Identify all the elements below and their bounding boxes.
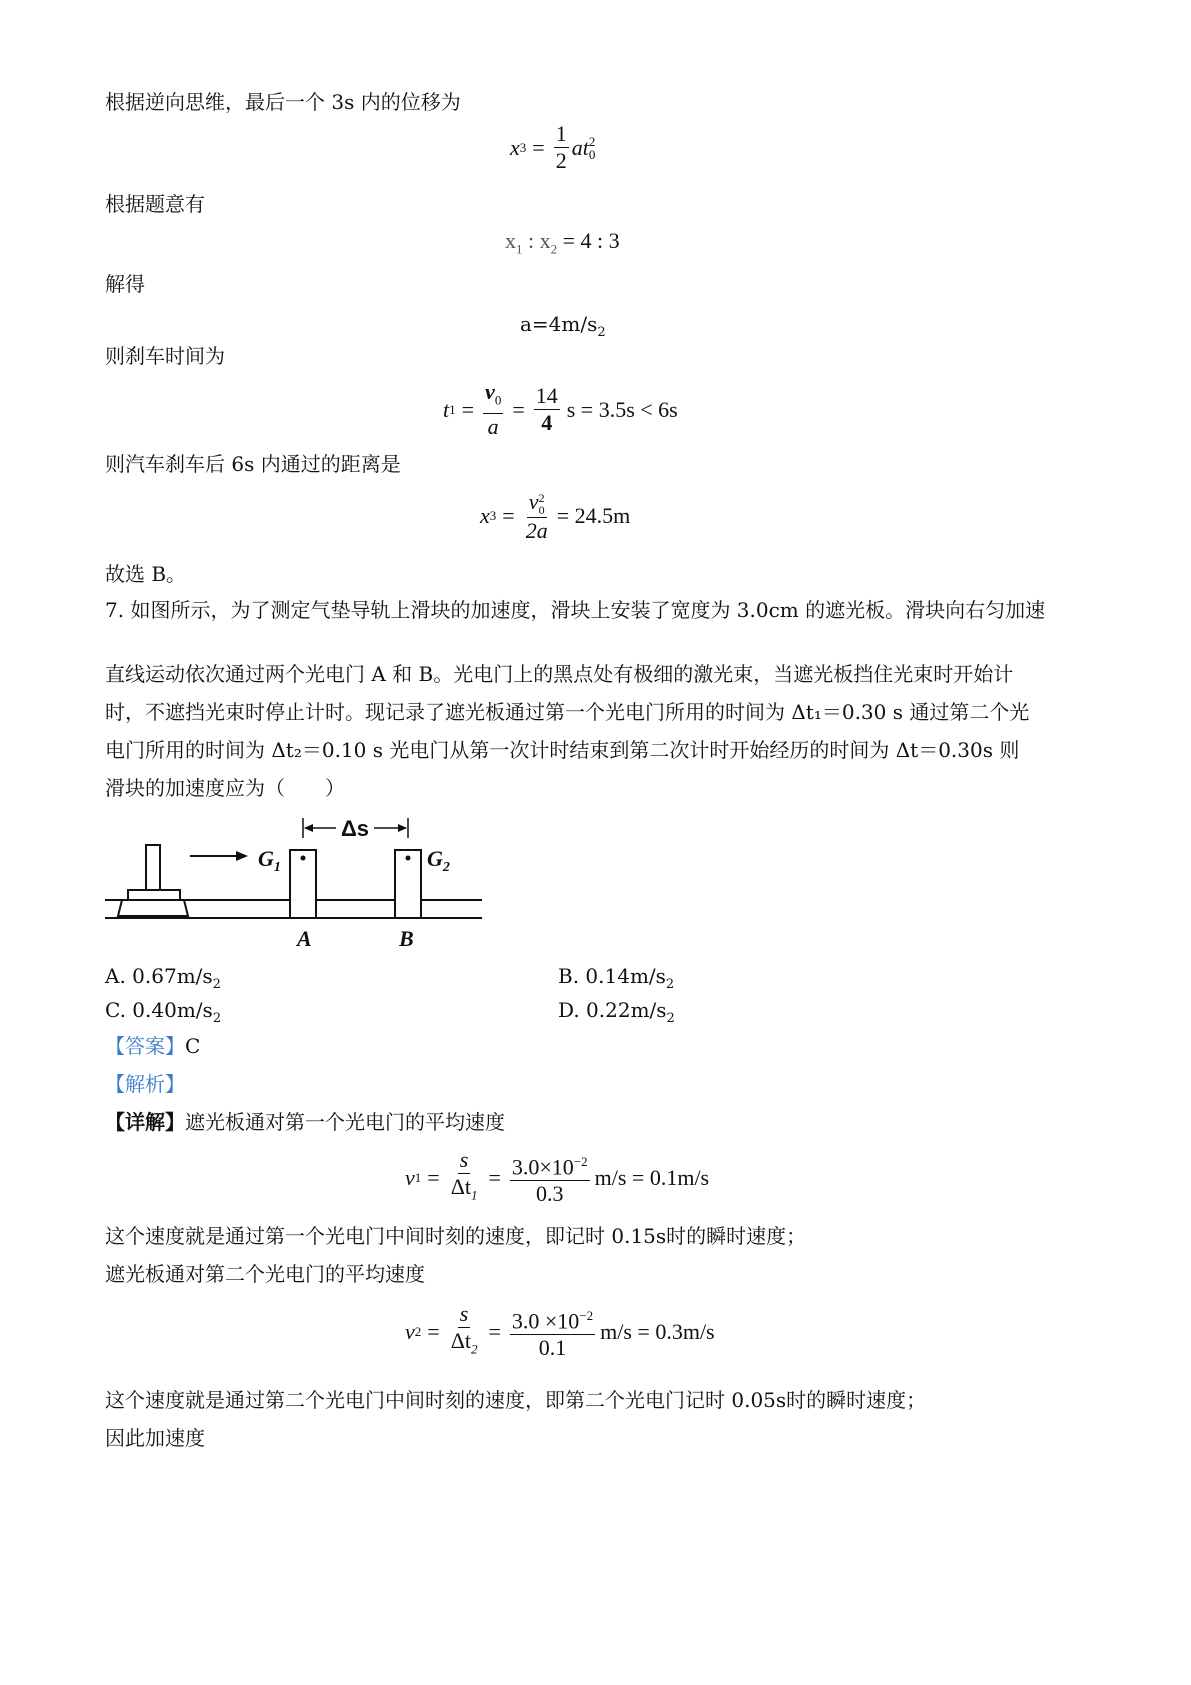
g1-letter: G (258, 846, 274, 871)
numerator (483, 380, 503, 414)
slider-base (118, 900, 188, 916)
equation-v2: v 2 = $\frac{s}{\Delta t_2}$ = $\frac{3.0 \times 10^{-2}}{0.1}$ m/s = 0.3m/s (405, 1301, 715, 1360)
eq-symbol: t (443, 396, 450, 422)
eq-subscript: 3 (489, 508, 497, 524)
answer-label: 【答案】 (105, 1034, 185, 1058)
option-subscript: 2 (666, 1011, 675, 1026)
gate-a-label: A (297, 926, 312, 951)
fraction (483, 380, 503, 439)
denominator: 0.3 (536, 1180, 564, 1206)
denominator (449, 1174, 480, 1207)
option-a (105, 962, 221, 999)
denominator: a (487, 414, 499, 440)
question-line: 滑块的加速度应为（ ） (105, 776, 345, 800)
eq-subscript: 2 (414, 1323, 422, 1339)
denominator: 2a (525, 517, 548, 543)
text-line: 故选 B。 (105, 562, 187, 586)
option-text: D. 0.22m/s (558, 998, 667, 1022)
eq-symbol: v (405, 1164, 415, 1190)
gate-b-label: B (399, 926, 414, 951)
fraction (510, 1304, 595, 1360)
question-line: 7. 如图所示，为了测定气垫导轨上滑块的加速度，滑块上安装了宽度为 3.0cm 的遮光板。滑块向右匀加速 (105, 598, 1046, 622)
numerator: 14 (535, 383, 558, 409)
answer-line (105, 1032, 200, 1060)
eq-subscript: 1 (449, 401, 456, 417)
eq-subscript: 2 (470, 1341, 478, 1357)
text-line: 解得 (105, 272, 145, 296)
denominator (449, 1328, 480, 1361)
option-b (558, 962, 674, 999)
eq-term: Δt (450, 1174, 471, 1199)
laser-dot (406, 856, 411, 861)
fraction (534, 384, 560, 435)
numerator (527, 490, 547, 518)
eq-subscript: 2 (550, 241, 558, 257)
eq-subscript: 0 (494, 392, 502, 408)
eq-term: = 4 : 3 (557, 228, 620, 253)
question-line: 电门所用的时间为 Δt₂＝0.10 s 光电门从第一次计时结束到第二次计时开始经历的时间为 Δt＝0.30s 则 (105, 738, 1020, 762)
equation-brake-time: t 1 = $\frac{v_0}{a}$ = $\frac{14}{4}$ s = 3.5s < 6s (443, 379, 678, 440)
equation-distance: x 3 = v 2 0 2a = 24.5m (480, 489, 631, 543)
text-line: 则汽车刹车后 6s 内通过的距离是 (105, 452, 401, 476)
equation-v1: v 1 = $\frac{s}{\Delta t_1}$ = $\frac{3.0\times 10^{-2}}{0.3}$ m/s = 0.1m/s (405, 1147, 710, 1206)
fraction (554, 122, 569, 173)
bracket-arrowhead-left (304, 824, 313, 832)
eq-symbol: v (405, 1318, 415, 1344)
eq-term: 3.0×10 (511, 1153, 574, 1179)
detail-line: 这个速度就是通过第二个光电门中间时刻的速度，即第二个光电门记时 0.05s时的瞬时速度； (105, 1388, 927, 1412)
eq-term: at (571, 134, 589, 160)
eq-colon: : (522, 228, 540, 253)
slider-body (128, 890, 180, 900)
eq-term: = 24.5m (556, 503, 631, 529)
eq-symbol: x (510, 134, 520, 160)
detail-line: 这个速度就是通过第一个光电门中间时刻的速度，即记时 0.15s时的瞬时速度； (105, 1224, 807, 1248)
g2-subscript: 2 (442, 860, 450, 875)
eq-term: m/s = 0.1m/s (594, 1164, 710, 1190)
numerator (510, 1150, 590, 1181)
eq-subscript: 1 (414, 1169, 422, 1185)
denominator: 0.1 (538, 1334, 567, 1360)
eq-term: Δt (450, 1328, 471, 1353)
question-line: 直线运动依次通过两个光电门 A 和 B。光电门上的黑点处有极细的激光束，当遮光板挡住光束时开始计 (105, 662, 1014, 686)
g2-letter: G (427, 846, 443, 871)
option-text: B. 0.14m/s (558, 964, 666, 988)
eq-subscript: 1 (516, 241, 523, 257)
eq-subscript: 2 (597, 325, 606, 340)
eq-superscript: 2 (538, 490, 545, 505)
equation-acceleration (520, 310, 606, 347)
option-subscript: 2 (665, 977, 675, 992)
g1-subscript: 1 (273, 860, 281, 875)
eq-subscript: 0 (588, 146, 596, 162)
eq-subscript: 1 (470, 1187, 478, 1203)
text-line: 根据逆向思维，最后一个 3s 内的位移为 (105, 90, 461, 114)
option-subscript: 2 (212, 977, 221, 992)
equation-ratio (505, 228, 620, 257)
eq-term: a=4m/s (520, 312, 598, 336)
detail-text: 遮光板通对第一个光电门的平均速度 (185, 1110, 505, 1134)
eq-subscript: 3 (519, 139, 527, 155)
eq-term: s = 3.5s < 6s (566, 396, 678, 422)
g2-label (427, 846, 450, 875)
analysis-label: 【解析】 (105, 1072, 185, 1096)
eq-term: m/s = 0.3m/s (600, 1318, 715, 1344)
eq-superscript: −2 (573, 1153, 588, 1169)
eq-subscript: 0 (538, 502, 545, 517)
numerator (510, 1304, 595, 1335)
eq-superscript: 2 (588, 133, 596, 149)
denominator: 2 (555, 148, 567, 173)
numerator: 1 (555, 121, 567, 146)
fraction (449, 1302, 480, 1361)
eq-symbol: x (480, 503, 490, 529)
detail-line: 遮光板通对第二个光电门的平均速度 (105, 1262, 425, 1286)
text-line: 则刹车时间为 (105, 344, 225, 368)
option-text: C. 0.40m/s (105, 998, 213, 1022)
answer-value: C (185, 1034, 201, 1058)
g1-label (258, 846, 281, 875)
option-text: A. 0.67m/s (105, 964, 213, 988)
detail-line: 因此加速度 (105, 1426, 205, 1450)
question-line: 时，不遮挡光束时停止计时。现记录了遮光板通过第一个光电门所用的时间为 Δt₁＝0.30 s 通过第二个光 (105, 700, 1030, 724)
numerator: s (459, 1147, 469, 1172)
option-c (105, 996, 221, 1033)
motion-arrow-head (236, 851, 248, 861)
option-d (558, 996, 675, 1033)
denominator: 4 (541, 410, 553, 436)
eq-superscript: −2 (579, 1307, 594, 1323)
fraction (524, 490, 550, 543)
eq-symbol: x (505, 228, 516, 253)
text-line: 根据题意有 (105, 192, 205, 216)
detail-line (105, 1108, 505, 1136)
option-subscript: 2 (212, 1011, 222, 1026)
bracket-arrowhead-right (398, 824, 407, 832)
laser-dot (301, 856, 306, 861)
fraction (510, 1150, 590, 1206)
fraction (449, 1148, 480, 1207)
detail-label: 【详解】 (105, 1110, 185, 1134)
photogate-figure (100, 808, 490, 958)
eq-symbol: x (539, 228, 551, 253)
eq-term: 3.0 ×10 (511, 1307, 580, 1333)
delta-s-label: Δs (340, 816, 370, 841)
numerator: s (459, 1301, 469, 1326)
eq-equals: = (532, 134, 545, 160)
eq-symbol: v (528, 489, 539, 514)
eq-symbol: v (485, 379, 495, 404)
light-shield (146, 845, 160, 890)
equation-x3-half-at (510, 122, 595, 173)
